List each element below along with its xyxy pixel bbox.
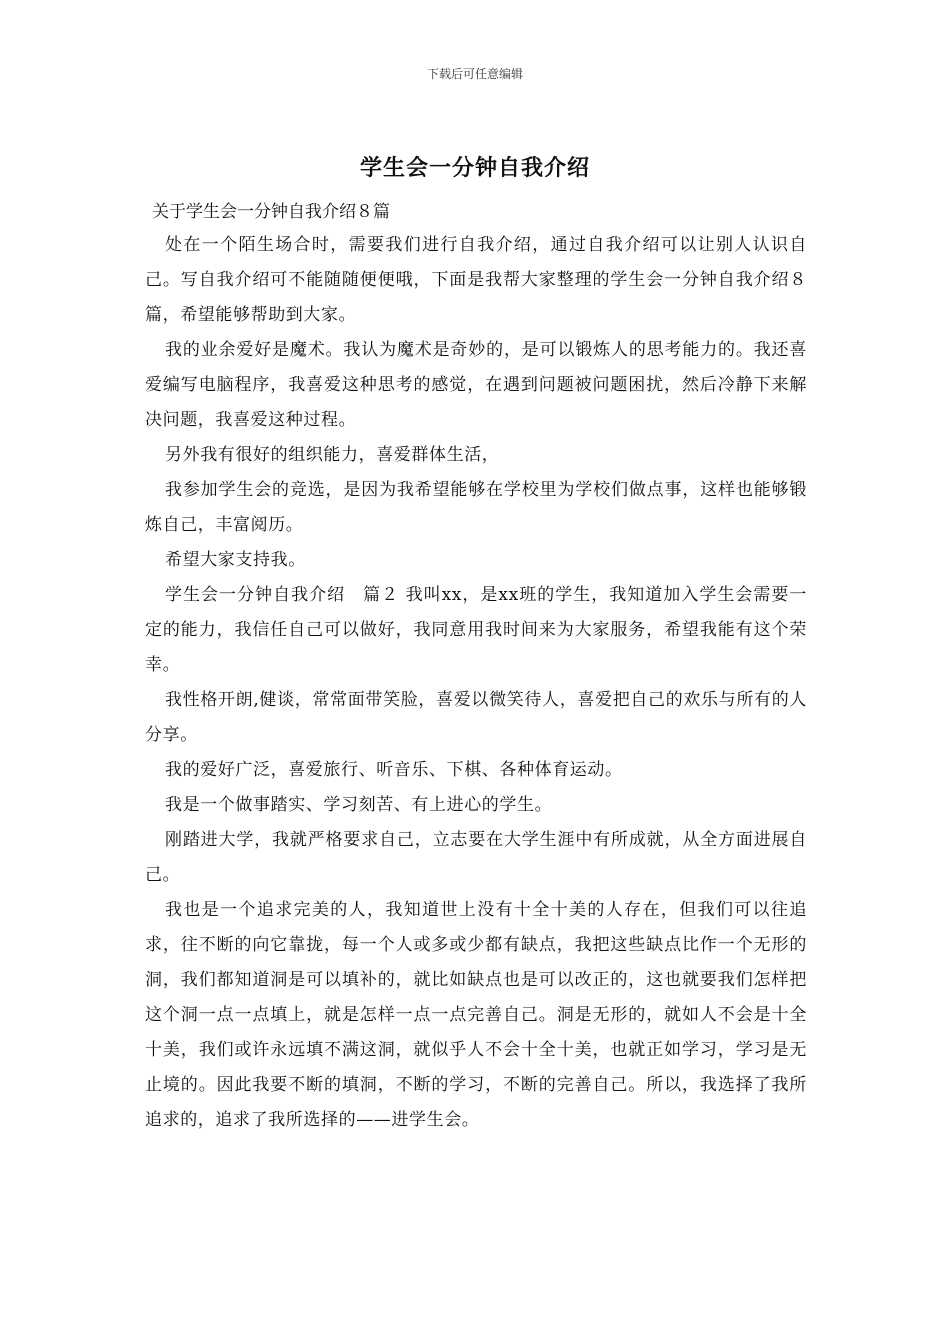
- paragraph-part-2: 学生会一分钟自我介绍 篇２ 我叫xx，是xx班的学生，我知道加入学生会需要一定的能力，我信任自己可以做好，我同意用我时间来为大家服务，希望我能有这个荣幸。: [145, 585, 807, 675]
- paragraph-support: 希望大家支持我。: [165, 550, 306, 570]
- document-title: 学生会一分钟自我介绍: [359, 155, 590, 181]
- paragraph-organization: 另外我有很好的组织能力，喜爱群体生活，: [165, 445, 500, 465]
- paragraph-personality: 我性格开朗,健谈，常常面带笑脸，喜爱以微笑待人，喜爱把自己的欢乐与所有的人分享。: [145, 690, 807, 745]
- paragraph-campaign: 我参加学生会的竞选，是因为我希望能够在学校里为学校们做点事，这样也能够锻炼自己，丰富阅历。: [145, 480, 807, 535]
- document-subtitle: 关于学生会一分钟自我介绍８篇: [152, 202, 390, 222]
- paragraph-intro: 处在一个陌生场合时，需要我们进行自我介绍，通过自我介绍可以让别人认识自己。写自我介绍可不能随随便便哦，下面是我帮大家整理的学生会一分钟自我介绍８篇，希望能够帮助到大家。: [145, 235, 807, 325]
- paragraph-diligent: 我是一个做事踏实、学习刻苦、有上进心的学生。: [165, 795, 553, 815]
- document-body: [145, 228, 807, 1138]
- paragraph-hobby: 我的业余爱好是魔术。我认为魔术是奇妙的，是可以锻炼人的思考能力的。我还喜爱编写电脑程序，我喜爱这种思考的感觉，在遇到问题被问题困扰，然后冷静下来解决问题，我喜爱这种过程。: [145, 340, 807, 430]
- paragraph-university: 刚踏进大学，我就严格要求自己，立志要在大学生涯中有所成就，从全方面进展自己。: [145, 830, 807, 885]
- paragraph-interests: 我的爱好广泛，喜爱旅行、听音乐、下棋、各种体育运动。: [165, 760, 623, 780]
- paragraph-perfection: 我也是一个追求完美的人，我知道世上没有十全十美的人存在，但我们可以往追求，往不断的向它靠拢，每一个人或多或少都有缺点，我把这些缺点比作一个无形的洞，我们都知道洞是可以填补的，就比如缺点也是可以改正的，这也就要我们怎样把这个洞一点一点填上，就是怎样一点一点完善自己。洞是无形的，就如人不会是十全十美，我们或许永远填不满这洞，就似乎人不会十全十美，也就正如学习，学习是无止境的。因此我要不断的填洞，不断的学习，不断的完善自己。所以，我选择了我所追求的，追求了我所选择的——进学生会。: [145, 900, 807, 1130]
- header-note: 下载后可任意编辑: [426, 67, 523, 81]
